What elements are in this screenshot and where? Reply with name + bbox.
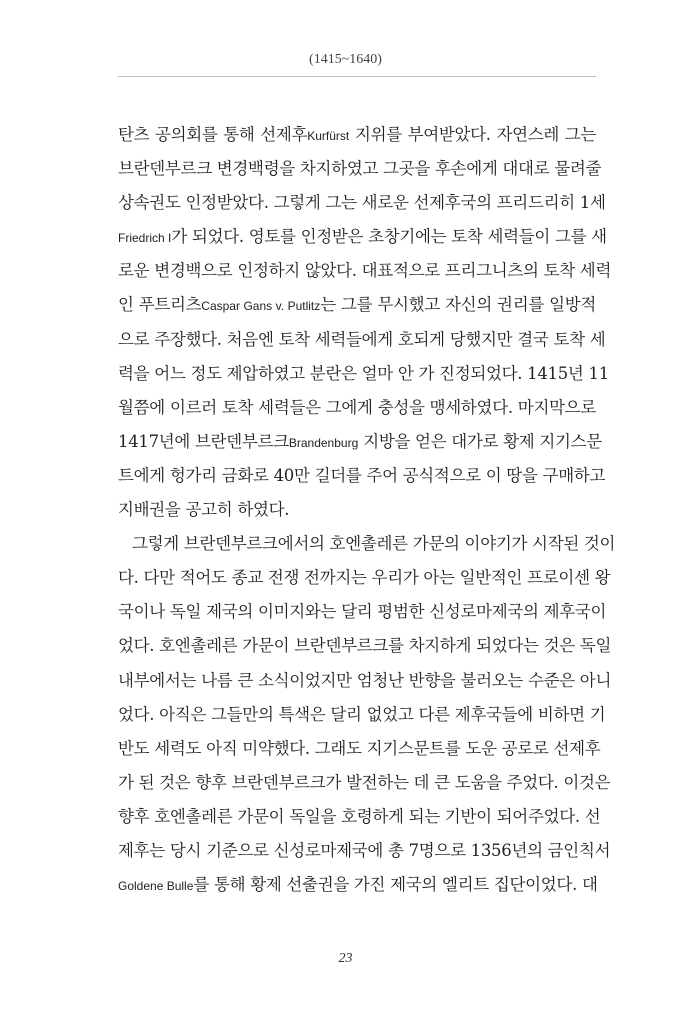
text-segment: 그렇게 브란덴부르크에서의 호엔촐레른 가문의 이야기가 시작된 것이 — [132, 534, 616, 554]
text-segment: 지방을 얻은 대가로 황제 지기스문 — [358, 431, 602, 451]
text-segment: 로운 변경백으로 인정하지 않았다. 대표적으로 프리그니츠의 토착 세력 — [118, 261, 612, 281]
text-line — [118, 868, 596, 902]
text-segment: 가 된 것은 향후 브란덴부르크가 발전하는 데 큰 도움을 주었다. 이것은 — [118, 772, 611, 792]
text-line — [118, 664, 612, 698]
latin-term: Brandenburg — [288, 435, 359, 450]
text-segment: 상속권도 인정받았다. 그렇게 그는 새로운 선제후국의 프리드리히 1세 — [118, 193, 606, 213]
text-line — [118, 425, 602, 459]
header-rule — [118, 76, 596, 77]
text-line — [118, 391, 596, 425]
text-line — [118, 254, 612, 288]
text-line — [118, 288, 596, 322]
text-line — [118, 527, 616, 561]
latin-term: Goldene Bulle — [118, 879, 194, 894]
text-segment: 탄츠 공의회를 통해 선제후 — [118, 125, 308, 144]
text-segment: 었다. 아직은 그들만의 특색은 달리 없었고 다른 제후국들에 비하면 기 — [118, 704, 606, 724]
text-segment: 었다. 호엔촐레른 가문이 브란덴부르크를 차지하게 되었다는 것은 독일 — [118, 636, 612, 656]
text-segment: 를 통해 황제 선출권을 가진 제국의 엘리트 집단이었다. 대 — [193, 875, 598, 895]
text-segment: 가 되었다. 영토를 인정받은 초창기에는 토착 세력들이 그를 새 — [171, 227, 607, 247]
text-segment: 반도 세력도 아직 미약했다. 그래도 지기스문트를 도운 공로로 선제후 — [118, 738, 601, 758]
text-segment: 1417년에 브란덴부르크 — [118, 431, 289, 451]
text-line — [118, 800, 601, 834]
text-line — [118, 493, 596, 527]
text-segment: 월쯤에 이르러 토착 세력들은 그에게 충성을 맹세하였다. 마지막으로 — [118, 397, 596, 417]
text-line — [118, 561, 611, 595]
text-line — [118, 186, 606, 220]
text-line — [118, 152, 602, 186]
text-segment: 국이나 독일 제국의 이미지와는 달리 평범한 신성로마제국의 제후국이 — [118, 602, 607, 622]
text-segment: 으로 주장했다. 처음엔 토착 세력들에게 호되게 당했지만 결국 토착 세 — [118, 329, 606, 349]
text-line — [118, 118, 596, 152]
body-text — [118, 118, 616, 902]
latin-term: Caspar Gans v. Putlitz — [201, 299, 321, 314]
text-segment: 지위를 부여받았다. 자연스레 그는 — [349, 125, 596, 144]
text-line — [118, 732, 601, 766]
text-segment: 력을 어느 정도 제압하였고 분란은 얼마 안 가 진정되었다. 1415년 11 — [118, 363, 609, 383]
text-segment: 트에게 헝가리 금화로 40만 길더를 주어 공식적으로 이 땅을 구매하고 — [118, 465, 606, 485]
text-line — [118, 698, 606, 732]
text-segment: 인 푸트리츠 — [118, 295, 202, 315]
text-line — [118, 766, 611, 800]
page-number: 23 — [338, 951, 353, 966]
text-line — [118, 595, 607, 629]
text-line — [118, 357, 609, 391]
running-head: (1415~1640) — [309, 52, 382, 67]
text-segment: 내부에서는 나름 큰 소식이었지만 엄청난 반향을 불러오는 수준은 아니 — [118, 670, 612, 690]
text-line — [118, 834, 611, 868]
text-line — [118, 629, 612, 663]
text-segment: 제후는 당시 기준으로 신성로마제국에 총 7명으로 1356년의 금인칙서 — [118, 840, 611, 860]
text-line — [118, 220, 607, 254]
latin-term: Kurfürst — [307, 129, 350, 143]
text-segment: 다. 다만 적어도 종교 전쟁 전까지는 우리가 아는 일반적인 프로이센 왕 — [118, 568, 611, 588]
text-segment: 지배권을 공고히 하였다. — [118, 500, 290, 520]
latin-term: Friedrich I — [118, 231, 172, 246]
text-segment: 향후 호엔촐레른 가문이 독일을 호령하게 되는 기반이 되어주었다. 선 — [118, 806, 601, 826]
text-line — [118, 459, 606, 493]
text-segment: 는 그를 무시했고 자신의 권리를 일방적 — [320, 295, 596, 315]
text-line — [118, 323, 606, 357]
text-segment: 브란덴부르크 변경백령을 차지하였고 그곳을 후손에게 대대로 물려줄 — [118, 159, 602, 179]
